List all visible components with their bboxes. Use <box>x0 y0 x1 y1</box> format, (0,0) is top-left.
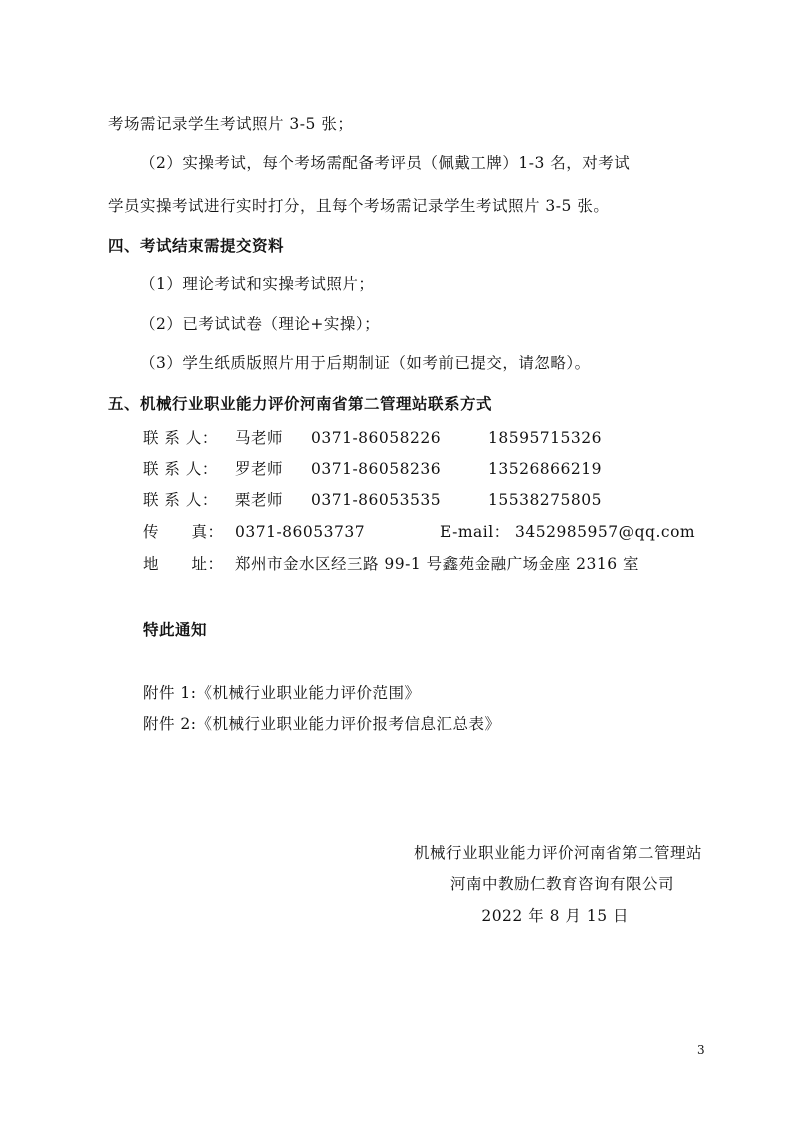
paragraph-practical-exam: （2）实操考试，每个考场需配备考评员（佩戴工牌）1-3 名，对考试 <box>140 154 631 172</box>
contact-mobile: 13526866219 <box>488 460 602 478</box>
list-item: （3）学生纸质版照片用于后期制证（如考前已提交，请忽略）。 <box>140 354 591 372</box>
attachment-item: 附件 1:《机械行业职业能力评价范围》 <box>143 684 421 702</box>
list-item: （2）已考试试卷（理论+实操）； <box>140 315 381 333</box>
contact-row <box>143 459 703 479</box>
fax-row <box>143 522 703 542</box>
contact-name: 马老师 <box>235 429 284 447</box>
contact-label: 联 系 人： <box>143 429 218 447</box>
address-text: 郑州市金水区经三路 99-1 号鑫苑金融广场金座 2316 室 <box>235 555 639 573</box>
notice-text: 特此通知 <box>143 621 208 639</box>
contact-phone: 0371-86053535 <box>311 491 442 509</box>
contact-name: 栗老师 <box>235 491 284 509</box>
section-heading-submission: 四、考试结束需提交资料 <box>108 237 285 255</box>
signature-org-primary: 机械行业职业能力评价河南省第二管理站 <box>413 844 702 862</box>
signature-org-secondary: 河南中教励仁教育咨询有限公司 <box>449 875 674 893</box>
fax-label: 传 真： <box>143 523 224 541</box>
contact-phone: 0371-86058236 <box>311 460 442 478</box>
email-address: 3452985957@qq.com <box>515 523 696 541</box>
fax-number: 0371-86053737 <box>235 523 366 541</box>
contact-row <box>143 428 703 448</box>
address-row <box>143 554 703 574</box>
contact-label: 联 系 人： <box>143 491 218 509</box>
email-label: E-mail： <box>440 523 510 541</box>
contact-mobile: 15538275805 <box>488 491 602 509</box>
contact-name: 罗老师 <box>235 460 284 478</box>
list-item: （1）理论考试和实操考试照片； <box>140 275 375 293</box>
address-label: 地 址： <box>143 555 224 573</box>
contact-phone: 0371-86058226 <box>311 429 442 447</box>
contact-mobile: 18595715326 <box>488 429 602 447</box>
paragraph-exam-photos: 考场需记录学生考试照片 3-5 张； <box>108 115 354 133</box>
contact-row <box>143 490 703 510</box>
section-heading-contacts: 五、机械行业职业能力评价河南省第二管理站联系方式 <box>108 395 493 413</box>
paragraph-practical-scoring: 学员实操考试进行实时打分，且每个考场需记录学生考试照片 3-5 张。 <box>108 197 610 215</box>
page-number: 3 <box>697 1043 705 1057</box>
attachment-item: 附件 2:《机械行业职业能力评价报考信息汇总表》 <box>143 715 501 733</box>
signature-date: 2022 年 8 月 15 日 <box>481 907 629 925</box>
contact-label: 联 系 人： <box>143 460 218 478</box>
